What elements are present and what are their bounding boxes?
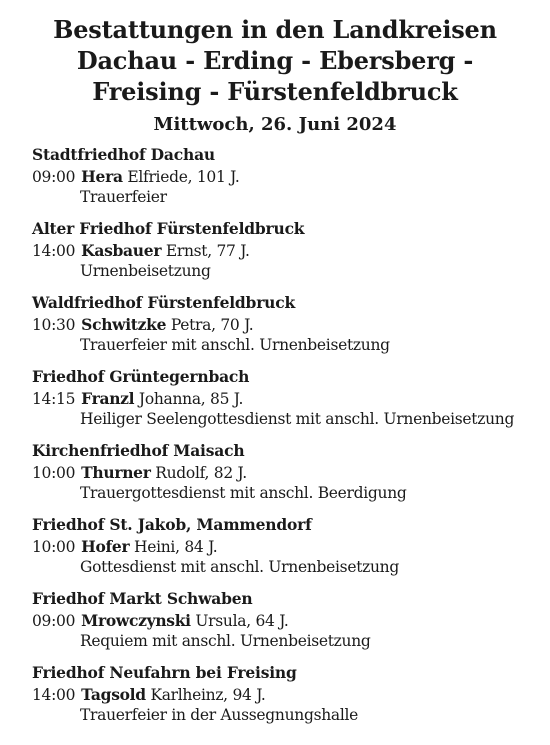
cemetery-name: Friedhof Neufahrn bei Freising — [32, 663, 297, 682]
burial-entry-line — [32, 537, 542, 557]
cemetery-list — [0, 145, 550, 725]
burial-entries — [32, 241, 542, 281]
burial-entry-line — [32, 685, 542, 705]
title-line: Dachau - Erding - Ebersberg - — [76, 46, 474, 75]
ceremony-type: Gottesdienst mit anschl. Urnenbeisetzung — [80, 558, 399, 576]
cemetery-name: Waldfriedhof Fürstenfeldbruck — [32, 293, 296, 312]
deceased-surname: Mrowczynski — [81, 611, 191, 630]
burial-time: 09:00 — [32, 612, 76, 630]
deceased-given-name-age: Rudolf, 82 J. — [155, 464, 247, 482]
deceased-given-name-age: Elfriede, 101 J. — [127, 168, 240, 186]
burial-entries — [32, 463, 542, 503]
burial-entry — [32, 315, 542, 355]
ceremony-type: Trauerfeier — [80, 188, 167, 206]
burial-time: 14:00 — [32, 242, 76, 260]
burial-time: 10:00 — [32, 464, 76, 482]
burial-entry-line — [32, 315, 542, 335]
burial-time: 09:00 — [32, 168, 76, 186]
burial-entry — [32, 611, 542, 651]
deceased-given-name-age: Ernst, 77 J. — [165, 242, 250, 260]
cemetery-section — [32, 145, 542, 207]
ceremony-type: Heiliger Seelengottesdienst mit anschl. Urnenbeisetzung — [80, 410, 515, 428]
title-line: Freising - Fürstenfeldbruck — [92, 77, 458, 106]
burial-entry — [32, 463, 542, 503]
deceased-given-name-age: Heini, 84 J. — [134, 538, 218, 556]
cemetery-name: Stadtfriedhof Dachau — [32, 145, 215, 164]
burial-entries — [32, 389, 542, 429]
cemetery-section — [32, 293, 542, 355]
ceremony-type: Requiem mit anschl. Urnenbeisetzung — [80, 632, 371, 650]
ceremony-type: Trauerfeier mit anschl. Urnenbeisetzung — [80, 336, 390, 354]
burial-entry-line — [32, 611, 542, 631]
cemetery-name: Kirchenfriedhof Maisach — [32, 441, 245, 460]
burial-time: 10:30 — [32, 316, 76, 334]
burial-entry-line — [32, 389, 542, 409]
deceased-given-name-age: Petra, 70 J. — [170, 316, 254, 334]
cemetery-section — [32, 589, 542, 651]
deceased-surname: Franzl — [81, 389, 135, 408]
ceremony-type: Urnenbeisetzung — [80, 262, 211, 280]
deceased-given-name-age: Ursula, 64 J. — [195, 612, 289, 630]
burial-entries — [32, 537, 542, 577]
cemetery-name: Alter Friedhof Fürstenfeldbruck — [32, 219, 305, 238]
burial-entries — [32, 685, 542, 725]
title-line: Bestattungen in den Landkreisen — [53, 15, 497, 44]
ceremony-type: Trauerfeier in der Aussegnungshalle — [80, 706, 359, 724]
deceased-surname: Kasbauer — [81, 241, 162, 260]
burial-time: 10:00 — [32, 538, 76, 556]
deceased-surname: Schwitzke — [81, 315, 167, 334]
burial-time: 14:15 — [32, 390, 76, 408]
cemetery-section — [32, 219, 542, 281]
burial-entry — [32, 685, 542, 725]
burial-entry-line — [32, 241, 542, 261]
burial-entry-line — [32, 463, 542, 483]
deceased-surname: Thurner — [81, 463, 151, 482]
burial-time: 14:00 — [32, 686, 76, 704]
deceased-given-name-age: Johanna, 85 J. — [138, 390, 244, 408]
page-title — [0, 14, 550, 107]
burial-entry — [32, 537, 542, 577]
cemetery-section — [32, 367, 542, 429]
deceased-surname: Hofer — [81, 537, 130, 556]
burial-entries — [32, 611, 542, 651]
cemetery-section — [32, 441, 542, 503]
burial-entry — [32, 241, 542, 281]
burial-entry — [32, 389, 542, 429]
burial-entry-line — [32, 167, 542, 187]
burial-entries — [32, 167, 542, 207]
burial-entry — [32, 167, 542, 207]
deceased-surname: Hera — [81, 167, 123, 186]
deceased-given-name-age: Karlheinz, 94 J. — [150, 686, 266, 704]
cemetery-name: Friedhof St. Jakob, Mammendorf — [32, 515, 312, 534]
burial-entries — [32, 315, 542, 355]
cemetery-section — [32, 663, 542, 725]
ceremony-type: Trauergottesdienst mit anschl. Beerdigung — [80, 484, 407, 502]
cemetery-section — [32, 515, 542, 577]
date-heading: Mittwoch, 26. Juni 2024 — [153, 114, 397, 135]
cemetery-name: Friedhof Markt Schwaben — [32, 589, 253, 608]
cemetery-name: Friedhof Grüntegernbach — [32, 367, 250, 386]
deceased-surname: Tagsold — [81, 685, 146, 704]
